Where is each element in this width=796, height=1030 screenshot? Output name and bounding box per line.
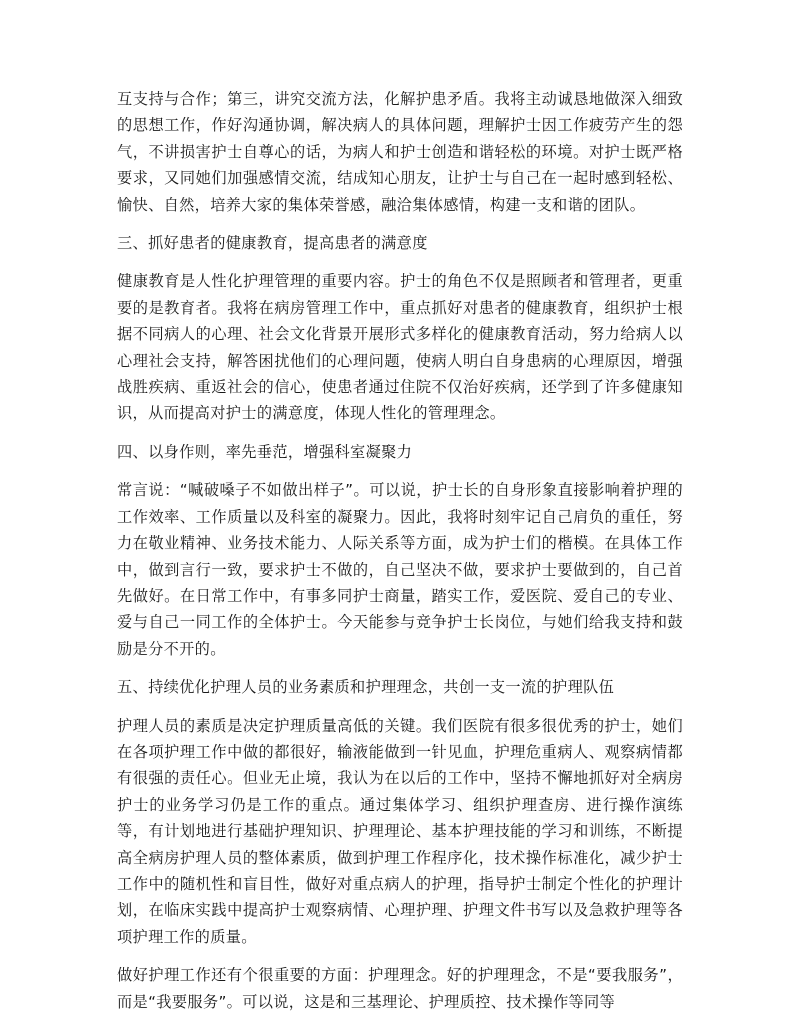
section-heading-nursing-team: 五、持续优化护理人员的业务素质和护理理念，共创一支一流的护理队伍 xyxy=(117,678,615,697)
section-heading-lead-by-example: 四、以身作则，率先垂范，增强科室凝聚力 xyxy=(117,442,413,461)
paragraph-nursing-quality: 护理人员的素质是决定护理质量高低的关键。我们医院有很多很优秀的护士，她们在各项护理工作中做的都很好，输液能做到一针见血，护理危重病人、观察病情都有很强的责任心。但业无止境，我认为在以后的工作中，坚持不懈地抓好对全病房护士的业务学习仍是工作的重点。通过集体学习、组织护理查房、进行操作演练等，有计划地进行基础护理知识、护理理论、基本护理技能的学习和训练，不断提高全病房护理人员的整体素质，做到护理工作程序化，技术操作标准化，减少护士工作中的随机性和盲目性，做好对重点病人的护理，指导护士制定个性化的护理计划，在临床实践中提高护士观察病情、心理护理、护理文件书写以及急救护理等各项护理工作的质量。 xyxy=(117,716,683,946)
document-page xyxy=(117,86,683,1027)
section-heading-health-education: 三、抓好患者的健康教育，提高患者的满意度 xyxy=(117,234,428,253)
paragraph-health-education: 健康教育是人性化护理管理的重要内容。护士的角色不仅是照顾者和管理者，更重要的是教育者。我将在病房管理工作中，重点抓好对患者的健康教育，组织护士根据不同病人的心理、社会文化背景开展形式多样化的健康教育活动，努力给病人以心理社会支持，解答困扰他们的心理问题，使病人明白自身患病的心理原因，增强战胜疾病、重返社会的信心，使患者通过住院不仅治好疾病，还学到了许多健康知识，从而提高对护士的满意度，体现人性化的管理理念。 xyxy=(117,272,683,423)
paragraph-nursing-philosophy: 做好护理工作还有个很重要的方面：护理理念。好的护理理念，不是“要我服务”，而是“我要服务”。可以说，这是和三基理论、护理质控、技术操作等同等 xyxy=(117,966,683,1011)
paragraph-cooperation: 互支持与合作；第三，讲究交流方法，化解护患矛盾。我将主动诚恳地做深入细致的思想工作，作好沟通协调，解决病人的具体问题，理解护士因工作疲劳产生的怨气，不讲损害护士自尊心的话，为病人和护士创造和谐轻松的环境。对护士既严格要求，又同她们加强感情交流，结成知心朋友，让护士与自己在一起时感到轻松、愉快、自然，培养大家的集体荣誉感，融洽集体感情，构建一支和谐的团队。 xyxy=(117,90,683,214)
paragraph-lead-by-example: 常言说：“喊破嗓子不如做出样子”。可以说，护士长的自身形象直接影响着护理的工作效率、工作质量以及科室的凝聚力。因此，我将时刻牢记自己肩负的重任，努力在敬业精神、业务技术能力、人际关系等方面，成为护士们的楷模。在具体工作中，做到言行一致，要求护士不做的，自己坚决不做，要求护士要做到的，自己首先做好。在日常工作中，有事多同护士商量，踏实工作，爱医院、爱自己的专业、爱与自己一同工作的全体护士。今天能参与竞争护士长岗位，与她们给我支持和鼓励是分不开的。 xyxy=(117,481,683,658)
